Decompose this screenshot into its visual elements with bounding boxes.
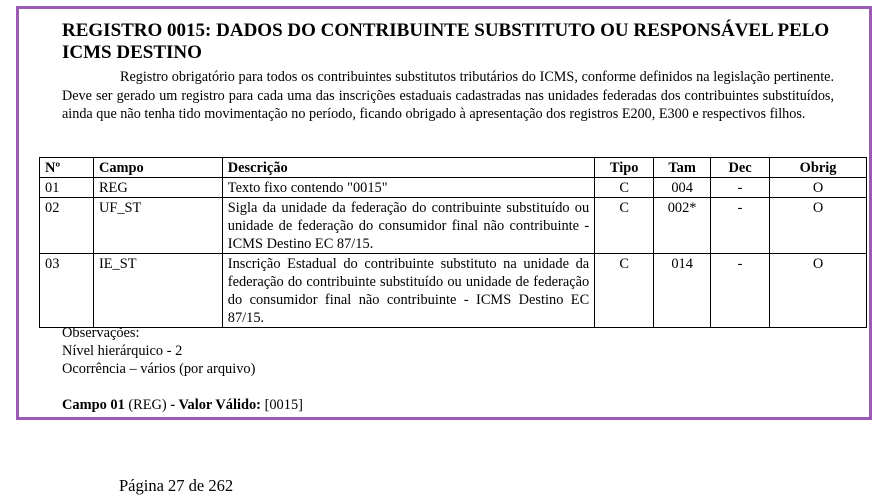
valid-value-label: - Valor Válido:	[170, 397, 261, 413]
table-row	[40, 198, 867, 254]
intro-paragraph: Registro obrigatório para todos os contribuintes substitutos tributários do ICMS, conforme definidos na legislação pertinente. Deve ser gerado um registro para cada uma das inscrições estaduais cadastradas nas unidades federadas dos contribuintes substituídos, ainda que não tenha tido movimentação no período, ficando obrigado à apresentação dos registros E200, E300 e respectivos filhos.	[62, 69, 834, 123]
cell-campo: REG	[93, 178, 222, 198]
cell-tam: 002*	[654, 198, 711, 254]
cell-dec: -	[711, 254, 770, 328]
valid-value-line	[62, 397, 303, 414]
cell-campo: UF_ST	[93, 198, 222, 254]
header-descricao: Descrição	[222, 158, 594, 178]
cell-descricao: Texto fixo contendo "0015"	[222, 178, 594, 198]
cell-obrig: O	[770, 254, 867, 328]
cell-tipo: C	[595, 178, 654, 198]
cell-descricao: Inscrição Estadual do contribuinte substituto na unidade da federação do contribuinte substituído ou unidade de federação do consumidor final não contribuinte - ICMS Destino EC 87/15.	[222, 254, 594, 328]
page-number: Página 27 de 262	[119, 476, 234, 495]
cell-tipo: C	[595, 254, 654, 328]
cell-dec: -	[711, 178, 770, 198]
valid-value: [0015]	[260, 397, 303, 413]
cell-num: 02	[40, 198, 94, 254]
observations-label: Observações:	[62, 325, 140, 341]
fields-table	[39, 157, 867, 328]
cell-tam: 014	[654, 254, 711, 328]
occurrence: Ocorrência – vários (por arquivo)	[62, 361, 256, 377]
cell-dec: -	[711, 198, 770, 254]
cell-tipo: C	[595, 198, 654, 254]
page-title: REGISTRO 0015: DADOS DO CONTRIBUINTE SUBSTITUTO OU RESPONSÁVEL PELO ICMS DESTINO	[62, 20, 830, 63]
header-dec: Dec	[711, 158, 770, 178]
cell-obrig: O	[770, 178, 867, 198]
header-num: Nº	[40, 158, 94, 178]
valid-value-field: Campo 01	[62, 397, 125, 413]
valid-value-field-name: (REG)	[124, 397, 171, 413]
header-tipo: Tipo	[595, 158, 654, 178]
table-row	[40, 178, 867, 198]
cell-campo: IE_ST	[93, 254, 222, 328]
table-row	[40, 254, 867, 328]
cell-num: 01	[40, 178, 94, 198]
cell-num: 03	[40, 254, 94, 328]
cell-descricao: Sigla da unidade da federação do contribuinte substituído ou unidade de federação do consumidor final não contribuinte - ICMS Destino EC 87/15.	[222, 198, 594, 254]
table-header-row	[40, 158, 867, 178]
header-tam: Tam	[654, 158, 711, 178]
observations	[62, 324, 255, 378]
cell-tam: 004	[654, 178, 711, 198]
cell-obrig: O	[770, 198, 867, 254]
hierarchy-level: Nível hierárquico - 2	[62, 343, 183, 359]
header-obrig: Obrig	[770, 158, 867, 178]
header-campo: Campo	[93, 158, 222, 178]
